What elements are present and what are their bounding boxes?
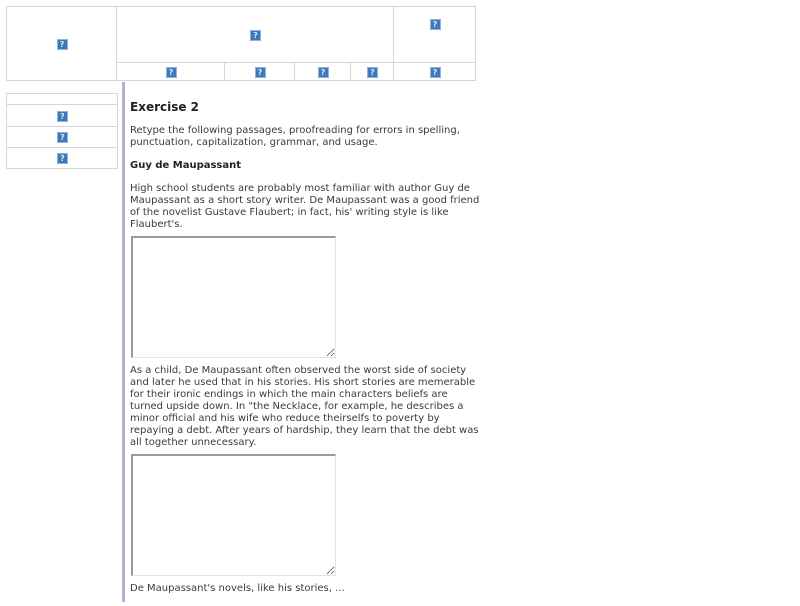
section-subheading: Guy de Maupassant: [130, 160, 242, 171]
broken-image-icon[interactable]: ?: [367, 67, 378, 78]
sidebar-item-2[interactable]: [6, 126, 118, 148]
header-right-spacer-cell: [393, 41, 476, 63]
content-divider: [122, 82, 125, 602]
passage-2: As a child, De Maupassant often observed the worst side of society and later he used that in his stories. His short stories are memerable for their ironic endings in which the main characters beliefs are turned upside down. In "the Necklace, for example, he describes a minor official and his wife who reduce theirselfs to poverty by repaying a debt. After years of hardship, they learn that the debt was all together unnecessary.: [130, 365, 479, 448]
broken-image-icon[interactable]: ?: [430, 67, 441, 78]
broken-image-icon[interactable]: ?: [57, 132, 68, 143]
broken-image-icon[interactable]: ?: [430, 19, 441, 30]
broken-image-icon[interactable]: ?: [57, 39, 68, 50]
header-logo-cell: [6, 6, 117, 81]
sidebar-item-1[interactable]: [6, 104, 118, 127]
broken-image-icon[interactable]: ?: [166, 67, 177, 78]
passage-1: High school students are probably most familiar with author Guy de Maupassant as a short story writer. De Maupassant was a good friend of the novelist Gustave Flaubert; in fact, his' writing style is like Flaubert's.: [130, 183, 480, 230]
broken-image-icon[interactable]: ?: [57, 111, 68, 122]
nav-cell-2[interactable]: [224, 62, 295, 81]
nav-cell-4[interactable]: [350, 62, 394, 81]
nav-cell-3[interactable]: [294, 62, 351, 81]
header-banner-cell: [116, 6, 394, 63]
answer-textarea-1[interactable]: [131, 236, 336, 358]
main-content: [130, 100, 480, 606]
broken-image-icon[interactable]: ?: [255, 67, 266, 78]
nav-cell-5[interactable]: [393, 62, 476, 81]
sidebar-item-3[interactable]: [6, 147, 118, 169]
answer-textarea-2[interactable]: [131, 454, 336, 576]
broken-image-icon[interactable]: ?: [318, 67, 329, 78]
nav-cell-1[interactable]: [116, 62, 225, 81]
instructions: Retype the following passages, proofreading for errors in spelling, punctuation, capitalization, grammar, and usage.: [130, 125, 460, 148]
passage-3-truncated: De Maupassant's novels, like his stories, ...: [130, 583, 345, 594]
page-title: Exercise 2: [130, 100, 200, 114]
broken-image-icon[interactable]: ?: [57, 153, 68, 164]
header-top-right-cell: [393, 6, 476, 42]
broken-image-icon: ?: [250, 30, 261, 41]
